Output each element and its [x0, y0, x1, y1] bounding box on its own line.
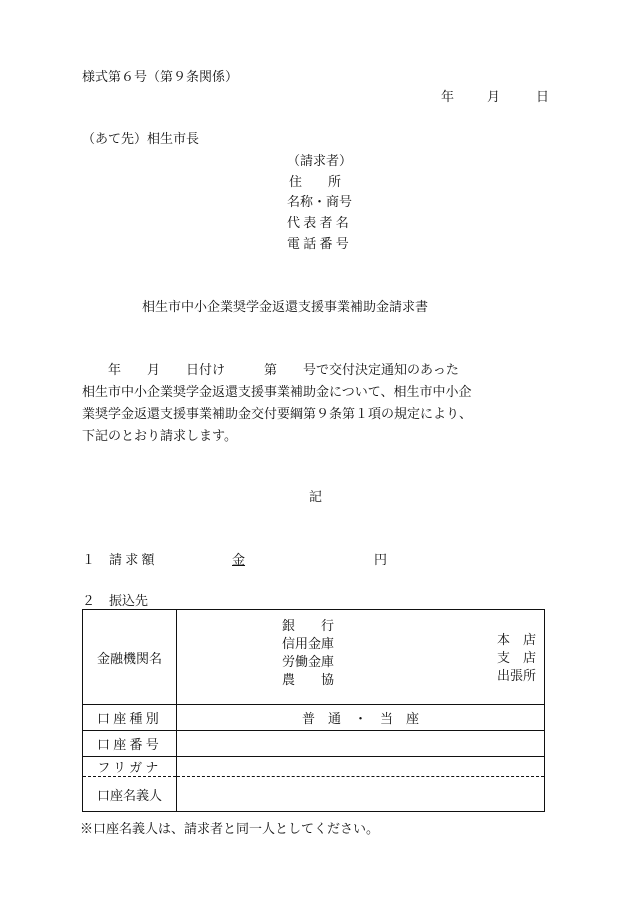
bank-cell[interactable] — [177, 610, 545, 705]
note: ※口座名義人は、請求者と同一人としてください。 — [80, 822, 380, 837]
bank-type-list — [282, 618, 334, 690]
branch-type-head: 本 店 — [496, 633, 536, 648]
claimant-phone-label: 電話番号 — [287, 237, 353, 252]
account-type-value[interactable]: 普 通 ・ 当 座 — [177, 705, 545, 731]
bank-type-rokin: 労働金庫 — [282, 655, 335, 670]
ki-heading: 記 — [309, 490, 323, 505]
item1-number: １ — [82, 553, 96, 568]
bank-type-shinkin: 信用金庫 — [282, 637, 335, 652]
bank-row — [83, 610, 545, 705]
branch-type-list — [497, 632, 536, 686]
furigana-input[interactable] — [177, 757, 545, 777]
account-type-label: 口座種別 — [83, 705, 177, 731]
claimant-address-label: 住 所 — [289, 175, 342, 190]
addressee: （あて先）相生市長 — [82, 132, 200, 147]
amount-prefix: 金 — [232, 553, 246, 568]
body-line-4: 下記のとおり請求します。 — [82, 429, 237, 444]
document-title: 相生市中小企業奨学金返還支援事業補助金請求書 — [142, 300, 429, 315]
holder-row — [83, 777, 545, 812]
item1-label: 請求額 — [109, 553, 158, 568]
body-line-1: 年 月 日付け 第 号で交付決定通知のあった — [82, 363, 459, 378]
branch-type-branch: 支 店 — [496, 651, 536, 666]
account-number-label: 口座番号 — [83, 731, 177, 757]
bank-type-bank: 銀 行 — [282, 619, 335, 634]
account-number-row — [83, 731, 545, 757]
amount-field[interactable] — [232, 549, 387, 568]
claimant-heading: （請求者） — [287, 154, 353, 169]
furigana-row — [83, 757, 545, 777]
transfer-table — [82, 609, 545, 812]
item2-number: ２ — [82, 594, 96, 609]
holder-label: 口座名義人 — [83, 777, 177, 812]
claimant-name-label: 名称・商号 — [287, 195, 353, 210]
bank-type-nokyo: 農 協 — [282, 673, 335, 688]
holder-input[interactable] — [177, 777, 545, 812]
body-line-2: 相生市中小企業奨学金返還支援事業補助金について、相生市中小企 — [82, 385, 472, 400]
bank-label: 金融機関名 — [83, 610, 177, 705]
date-day: 日 — [536, 90, 550, 105]
date-year: 年 — [441, 90, 455, 105]
amount-suffix: 円 — [373, 553, 387, 568]
claimant-representative-label: 代表者名 — [287, 216, 353, 231]
body-line-3: 業奨学金返還支援事業補助金交付要綱第９条第１項の規定により、 — [82, 407, 473, 422]
date-month: 月 — [487, 90, 501, 105]
form-number: 様式第６号（第９条関係） — [82, 70, 239, 85]
furigana-label: フリガナ — [83, 757, 177, 777]
account-type-row — [83, 705, 545, 731]
branch-type-office: 出張所 — [496, 669, 536, 684]
item2-label: 振込先 — [109, 594, 149, 609]
account-number-input[interactable] — [177, 731, 545, 757]
